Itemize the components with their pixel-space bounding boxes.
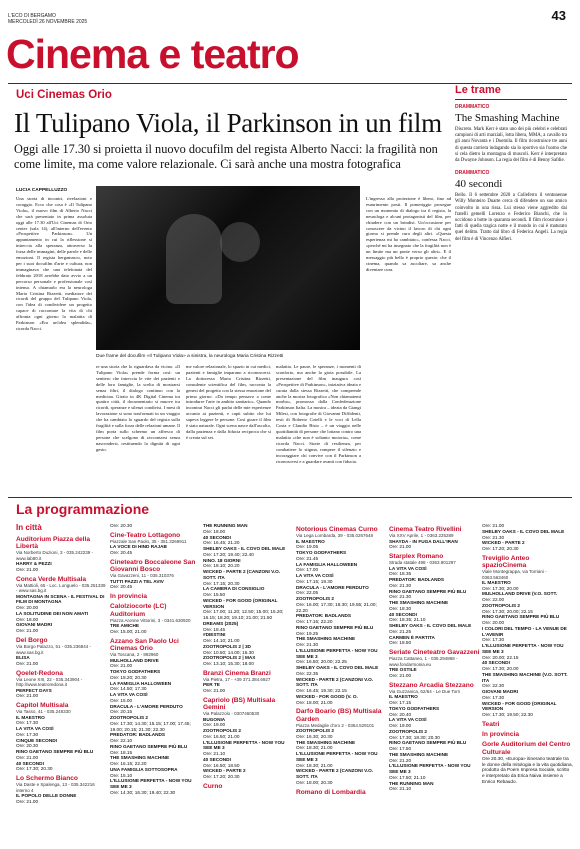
prog-showtime: Ore: 21.00 [16, 660, 39, 666]
prog-venue [482, 741, 573, 784]
prog-showtime: Ore: 21.00 [389, 544, 412, 550]
prog-film-title: ZOOTROPOLIS 2 | 3D [203, 643, 251, 649]
prog-venue-name: Notorious Cinemas Curno [296, 526, 378, 533]
prog-showtime: Ore: 13.10; 15.30; 18.00 [203, 661, 254, 666]
prog-film-title: 40 SECONDI [389, 611, 417, 617]
prog-showtime: Ore: 18.30; 21.00 [296, 745, 333, 751]
prog-film-title: I COLORI DEL TEMPO - LA VENUE DE L'AVENIR [482, 625, 567, 637]
prog-film-title: LA VITA VA COSÌ [389, 565, 427, 571]
prog-film-title: IL MAESTRO [482, 579, 511, 585]
prog-film-title: LA CAMERA DI CONSIGLIO [203, 586, 265, 592]
prog-showtime: Ore: 20.00 [16, 605, 39, 611]
prog-venue [110, 603, 201, 634]
prog-showtime: Ore: 17.15 [389, 700, 412, 706]
prog-venue-address: Via Pietra, 17 - +39 371.384.6927 [203, 676, 271, 682]
prog-showtime: Ore: 17.30; 20.30 [16, 766, 53, 772]
article-byline: LUCIA CAPPELLUZZO [16, 188, 68, 193]
article-column-3: me valore relazionale, lo spazio in cui medici, pazienti e famiglie imparano a riconoscersi. La dottoressa Maria Cristina Rizzetti, consulente scientifica del film, racconta la genesi del progetto con la stessa emozione del primo giorno: «Da tempo pensavo a come introdurre l'arte in ambito sanitario». Quando incontrai Nacci gli parlai delle mie esperienze accanto ai pazienti, e capii subito che lui sapeva leggere le persone. Così girare il film è stato naturale. Ogni scena nasce dall'ascolto, dalla pazienza e dalla fiducia reciproca che si è creata sul set. [186, 364, 271, 440]
prog-showtime: Ore: 17.20; 19.40; 22.40 [203, 551, 254, 557]
prog-venue-name: Auditorium Piazza della Libertà [16, 536, 91, 551]
prog-showtime: Ore: 17.15; 22.20 [296, 619, 333, 625]
prog-showtime: Ore: 21.30 [389, 594, 412, 600]
prog-showtime: Ore: 17.00; 11.20; 12.50; 15.00; 15.20; 16.15; 18.20; 19.10; 21.00; 21.50 [203, 609, 284, 620]
prog-showtime: Ore: 14.50; 17.30 [110, 686, 147, 692]
prog-showtime: Ore: 17.30 [482, 694, 505, 700]
prog-venue [16, 775, 107, 805]
programmazione-title: La programmazione [16, 501, 150, 517]
prog-film-title: THE SMASHING MACHINE [296, 636, 356, 642]
side-item-title: The Smashing Machine [455, 112, 560, 124]
prog-film-title: ZOOTROPOLIS 2 [389, 728, 428, 734]
prog-film-title: WICKED - FOR GOOD (ORIGINAL VERSION [482, 700, 557, 712]
prog-venue-address: Via Leone XIII, 22 - 035.343904 - http://www.teatroredona.it [16, 676, 83, 688]
prog-showtime: Ore: 16.30; 20.30 [296, 733, 333, 739]
prog-column [389, 523, 480, 845]
prog-showtime: Ore: 22.35 [296, 670, 319, 676]
prog-film-title: 40 SECONDI [203, 534, 231, 540]
side-item-title: 40 secondi [455, 178, 503, 191]
prog-showtime: Ore 20.30, «Europa» itinerario teatrale tra le donne della mitologia e la vita quotidiana, prodotto da Poem Impresa Sociale, scritto e interpretato da Erica Naiva insieme a Enrico Rebaudo. [482, 755, 573, 784]
prog-film-title: 40 SECONDI [203, 756, 231, 762]
prog-showtime: Ore: 20.45 [110, 584, 133, 590]
prog-showtime: Ore: 17.00 [296, 567, 319, 573]
prog-film-title: CARMEN È PARTITA [389, 634, 435, 640]
prog-showtime: Ore: 17.30 [16, 720, 39, 726]
prog-film-title: RINO GAETANO SEMPRE PIÙ BLU [296, 624, 374, 630]
prog-column [296, 523, 387, 845]
prog-film-title: RINO GAETANO SEMPRE PIÙ BLU [110, 743, 188, 749]
prog-film-title: SHELBY OAKS - IL COVO DEL MALE [203, 546, 286, 551]
prog-film-title: DREAMS (2025) [203, 620, 239, 626]
prog-showtime: Ore: 21.00 [16, 566, 39, 572]
prog-film-title: PER TE [203, 682, 220, 688]
prog-film-title: L'ILLUSIONE PERFETTA - NOW YOU SEE ME 3 [389, 763, 471, 775]
prog-film-title: L'ILLUSIONE PERFETTA - NOW YOU SEE ME 3 [110, 778, 192, 789]
prog-venue-address: Piazza Aronne Vittorini, 3 - 0341.630920 [110, 617, 191, 623]
prog-film-title: IL POPOLO DELLE DONNE [16, 793, 77, 799]
prog-film-title: ZOOTROPOLIS 2 | MAX [203, 655, 256, 661]
prog-film-title: LA VITA VA COSÌ [16, 726, 54, 732]
prog-film-title: LA FAMIGLIA HALLOWEEN [296, 561, 358, 567]
prog-film-title: THE SMASHING MACHINE [389, 600, 449, 606]
prog-film-title: LA VOCE DI HIND RAJAB [110, 544, 167, 550]
prog-film-title: LA VITA VA COSÌ [296, 573, 334, 579]
prog-showtime: Ore: 18.30 [389, 605, 412, 611]
prog-showtime: Ore: 20.40 [389, 711, 412, 717]
prog-venue [389, 649, 480, 679]
prog-venue [296, 708, 387, 785]
prog-venue-name: Del Borgo [16, 636, 48, 644]
prog-showtime: Ore: 20.00; 22.15 [482, 654, 519, 660]
prog-showtime: Ore: 17.30; 18.30; 20.30 [389, 734, 440, 740]
prog-film-title: WICKED - PARTE 2 [203, 768, 246, 774]
prog-showtime: Ore: 21.00 [16, 628, 39, 634]
prog-film-title: RINO GAETANO SEMPRE PIÙ BLU [389, 588, 467, 594]
prog-film-title: GIOVANI MADRI [482, 689, 519, 695]
prog-film-title: IL MAESTRO [389, 694, 418, 700]
prog-film-title: TOKYO GODFATHERS [110, 669, 161, 674]
prog-venue-address: Via Norberto Duzioni, 3 - 035.242239 - www.lab80.it [16, 550, 93, 561]
prog-film-title: TRE AMICHE [110, 623, 139, 629]
prog-showtime: Ore: 15.50 [203, 592, 226, 597]
prog-venue-address: Via Lega Lombarda, 39 - 035.0267648 [296, 533, 373, 539]
prog-film-title: GIOVANI MADRI [16, 622, 53, 628]
prog-film-title: SHELBY OAKS - IL COVO DEL MALE [482, 528, 565, 534]
prog-venue-address: Via Palazzolo - 0307460530 [203, 711, 260, 717]
prog-venue [482, 555, 573, 718]
prog-venue-name: Romano di Lombardia [296, 788, 366, 796]
prog-showtime: Ore: 16.50; 20.00; 22.25 [296, 659, 347, 665]
prog-venue-name: Cineteatro Boccaleone San Giovanni Bosco [110, 558, 196, 574]
prog-showtime: Ore: 20.00 [482, 620, 505, 626]
prog-showtime: Ore: 16.50; 21.00 [203, 733, 240, 739]
prog-venue [110, 559, 201, 590]
prog-film-title: MULHOLLAND DRIVE (V.O. SOTT. [482, 591, 558, 597]
prog-film-title: ZOOTROPOLIS 2 [296, 596, 335, 602]
prog-venue [16, 536, 107, 573]
prog-film-title: PREDATOR: BADLANDS [296, 613, 352, 619]
prog-showtime: Ore: 10.50; 14.00; 16.30 [203, 649, 254, 655]
prog-showtime: Ore: 17.30; 19.50; 22.30 [482, 712, 533, 718]
prog-film-title: LA FAMIGLIA HALLOWEEN [110, 680, 172, 686]
prog-showtime: Ore: 21.00 [203, 688, 226, 694]
prog-column [16, 523, 107, 845]
prog-showtime: Ore: 21.00 [16, 798, 39, 804]
prog-venue [482, 721, 573, 728]
article-photo [96, 186, 360, 350]
prog-showtime: Ore: 21.45 [296, 555, 319, 561]
prog-film-title: RINO GAETANO SEMPRE PIÙ BLU [482, 614, 560, 620]
prog-venue [16, 670, 107, 700]
prog-venue-name: Capitol Multisala [16, 702, 69, 710]
prog-film-title: L'ILLUSIONE PERFETTA - NOW YOU SEE ME 3 [296, 751, 378, 762]
prog-venue-name: Curno [203, 782, 223, 790]
prog-venue-name: Calolziocorte (LC) Auditorium [110, 603, 167, 618]
prog-venue-name: Cine-Teatro Lottagono [110, 531, 181, 539]
prog-film-title: UNA FAMIGLIA SOTTOSOPRA [110, 766, 178, 772]
prog-showtime: Ore: 17.50 [389, 746, 412, 752]
prog-showtime: Ore: 17.30; 20.00 [482, 585, 519, 591]
prog-showtime: Ore: 18.00; 21.00 [296, 699, 333, 705]
prog-showtime: Ore: 18.35 [389, 571, 412, 577]
prog-showtime: Ore: 18.30; 21.00 [296, 762, 333, 768]
prog-venue-address: Via Borgo Palazzo, 51 - 035.236844 - www.sas.bg.it [16, 644, 91, 655]
prog-film-title: RINO GAETANO SEMPRE PIÙ BLU [16, 749, 94, 755]
prog-venue-name: Darfo Boario (BS) Multisala Garden [296, 708, 382, 723]
prog-showtime: Ore: 17.20; 20.30 [203, 774, 240, 780]
prog-venue-name: Cinema Teatro Rivellini [389, 526, 462, 533]
prog-showtime: Ore: 19.05 [296, 544, 319, 550]
side-box-trame [455, 84, 567, 414]
prog-showtime: Ore: 17.20; 20.30 [482, 546, 519, 551]
prog-film-title: ZOOTROPOLIS 2 [110, 715, 149, 720]
prog-showtime: Ore: 16.45; 21.20 [203, 540, 240, 546]
prog-showtime: Ore: 17.30 [16, 731, 39, 737]
article-deck: Oggi alle 17.30 si proietta il nuovo docufilm del regista Alberto Nacci: la fragilità non come limite, ma come valore relazionale. Ci sarà anche una mostra fotografica [14, 142, 438, 171]
prog-film-title: SHAYDA - IN FUGA DALL'IRAN [389, 538, 458, 544]
prog-film-title: DRACULA - L'AMORE PERDUTO [296, 584, 369, 590]
prog-showtime: Ore: 21.20 [389, 757, 412, 763]
article-column-5: L'ingresso alla proiezione è libero, fino ad esaurimento posti. Il pomeriggio prosegue con un momento di dialogo tra il regista, la neurologa e alcuni protagonisti del film, per chiudere con un brindisi. Un'occasione per conoscere da vicino il lavoro di chi ogni giorno si prende cura degli altri. «Questa esperienza mi ha cambiato», confessa Nacci, «perché mi ha insegnato che la fragilità non è un limite ma un ponte verso gli altri». E il messaggio più bello è proprio questo: che il cinema, quando sa ascoltare, sa anche diventare cura. [366, 196, 451, 272]
prog-showtime: Ore: 18.35; 21.10 [389, 617, 426, 623]
prog-venue-address: Via Mattioli, 65 - Loc. Longuelo - 035.251339 - www.sas.bg.it [16, 582, 106, 594]
prog-venue-name: In provincia [482, 731, 520, 739]
prog-film-title: THE SMASHING MACHINE [296, 739, 356, 745]
prog-showtime: Ore: 17.30; 20.00; 22.15 [482, 608, 533, 614]
article-kicker: Uci Cinemas Orio [16, 89, 112, 101]
prog-venue-name: Gorle Auditorium del Centro Culturale [482, 741, 571, 756]
photo-figure [166, 214, 222, 304]
prog-film-title: LA VITA VA COSÌ [389, 717, 427, 723]
prog-venue [203, 670, 294, 694]
prog-showtime: Ore: 18.50 [389, 640, 412, 646]
prog-venue [110, 593, 201, 600]
prog-venue-address: Via Guzzanica, 62/64 - Le Due Torri [389, 688, 461, 694]
prog-venue-name: Seriate Cineteatro Gavazzeni [389, 649, 480, 657]
side-item-genre: DRAMMATICO [455, 170, 490, 177]
prog-film-title: ZOOTROPOLIS 2 [482, 602, 521, 608]
prog-film-title: LA SOLITUDINE DEI NON AMATI [16, 610, 89, 616]
prog-showtime: Ore: 21.30 [389, 582, 412, 588]
side-item [455, 170, 567, 243]
prog-film-title: RINO GAETANO SEMPRE PIÙ BLU [389, 740, 467, 746]
prog-film-title: WICKED - PARTE 2 (CANZONI V.O. SOTT. ITA [203, 569, 281, 580]
article-column-4: malattia. Le paure, le speranze, i momenti di sconforto, ma anche la gioia possibile. La presentazione del film inaugura così «Prospettive di Parkinson», iniziativa ideata e curata dalla stessa Rizzetti, che comprende anche la mostra fotografica «Non chiamatemi morbo», promossa dalla Confederazione Parkinson Italia. La mostra – ideata da Giangi Milesi, con fotografie di Giovanni Diffidenti, testi di Roberto Cotelli e le voci di Lella Costa e Claudio Bisio – è un viaggio nelle quotidianità di persone che lottano contro una malattia «che non è soltanto motoria», come ricorda Nacci. Storie di resilienza, per combattere lo stigma, rompere il silenzio e incoraggiare chi convive con il Parkinson a riconoscersi e a guardare avanti con fiducia. [276, 364, 361, 464]
prog-showtime: Ore: 21.30 [296, 642, 319, 648]
prog-film-title: WICKED - FOR GOOD (ORIGINAL VERSION [203, 597, 278, 609]
prog-film-title: PERFECT DAYS [16, 687, 52, 693]
prog-venue [482, 731, 573, 738]
prog-venue [389, 526, 480, 550]
article-column-2: re una storia che lo riguardava da vicino. «Il Tulipano Viola» prende forma così: un sentiero che intreccia le vite dei pazienti e delle loro famiglie, la scelta di mostrarsi senza filtri, il dialogo continuo con la medicina. Girato in 4K Digital Cinema tra quattro città, il documentario si muove tra ricordi, speranze e silenzi condivisi. I mesi di lavorazione si sono trasformati in un viaggio che ha cambiato lo sguardo del regista sulla fragilità e sulla forza delle relazioni umane. Il film porta sullo schermo un affresco di persone che scelgono di raccontarsi senza nascondersi, restituendo la dignità di ogni gesto. [96, 364, 180, 452]
prog-venue [16, 576, 107, 634]
prog-venue [110, 638, 201, 796]
prog-showtime: Ore: 14.10; 21.00 [203, 638, 240, 643]
prog-column [110, 523, 201, 845]
prog-film-title: THE SMASHING MACHINE [110, 755, 170, 761]
prog-showtime: Ore: 22.10 [110, 738, 133, 743]
prog-venue-name: Qoelet-Redona [16, 669, 63, 677]
prog-film-title: MULHOLLAND DRIVE [110, 657, 159, 663]
prog-showtime: Ore: 18.00 [203, 528, 226, 534]
prog-venue-name: In provincia [110, 593, 148, 601]
article-column-1: Una storia di incontri, rivelazioni e coraggio. Ecco che cosa è «Il Tulipano Viola», il nuovo film di Alberto Nacci che sarà presentato in prima assoluta oggi alle 17.30 all'Uci Cinemas di Orio center (sala 14), all'interno dell'evento «Prospettive Parkinson». Un appuntamento in cui la riflessione si intreccia alla speranza, attraverso la forza delle immagini, delle parole e delle emozioni. Il regista bergamasco, noto per i suoi docufilm d'arte e cultura, non immaginava che una telefonata del febbraio 2018 avrebbe dato avvio a un percorso personale e professionale così intenso. A chiamarlo era la neurologa Maria Cristina Rizzetti, mediatore dei ricordi del gruppo del Tulipano Viola, con l'idea di condividere un progetto capace di raccontare la vita di chi affronta ogni giorno la malattia di Parkinson «Era un'idea splendida», ricorda Nacci. [16, 196, 92, 331]
photo-figure [220, 222, 260, 262]
divider [8, 497, 572, 498]
prog-showtime: Ore: 17.15; 20.30 [203, 580, 240, 586]
prog-venue [16, 702, 107, 772]
prog-film-title: HARRY & PEZZI [16, 561, 52, 567]
prog-film-title: L'ILLUSIONE PERFETTA - NOW YOU SEE ME 3 [482, 643, 564, 654]
prog-film-title: TOKYO GODFATHERS [389, 705, 440, 711]
prog-film-title: TRE OSTILE [389, 667, 417, 673]
prog-showtime: Ore: 17.15; 19.30 [296, 578, 333, 584]
prog-showtime: Ore: 17.30; 14.30; 15.15; 17.00; 17.45; 19.00; 20.15; 21.30; 22.30 [110, 720, 191, 732]
section-title: Cinema e teatro [6, 31, 299, 77]
prog-film-title: NINO. 18 GIORNI [203, 557, 241, 563]
prog-film-title: 40 SECONDI [482, 660, 510, 666]
paper-name: L'ECO DI BERGAMO [8, 13, 56, 19]
prog-showtime: Ore: 20.30 [16, 743, 39, 749]
side-item-body: Discreto. Mark Kerr è stato uno dei più celebri e celebrati campioni di arti marziali, lotta libera, MMA, a cavallo tra gli anni Novanta e i Duemila. Il film ricostruisce tre anni di questa carriera indagando sia lo sportivo sia l'uomo che si cela dietro la montagna di muscoli. Kerr è interpretato da Dwayne Johnson. La regia del film è di Benny Safdie. [455, 127, 567, 164]
prog-film-title: L'ILLUSIONE PERFETTA - NOW YOU SEE ME 3 [203, 739, 285, 751]
prog-film-title: ZOOTROPOLIS 2 [296, 728, 335, 734]
prog-showtime: Ore: 15.00; 21.00 [110, 628, 147, 634]
prog-film-title: IL MAESTRO [16, 714, 45, 720]
prog-venue-address: Piazza Cattaneo, 1 - 035.294868 - www.fondarmonia.eu [389, 656, 458, 667]
prog-showtime: Ore: 21.10 [203, 751, 226, 757]
prog-showtime: Ore: 21.00 [16, 693, 39, 699]
prog-film-title: WICKED - PARTE 2 (CANZONI V.O. SOTT. ITA [296, 768, 374, 780]
prog-venue-name: Lo Schermo Bianco [16, 775, 78, 783]
side-item-body: Bello. Il 6 settembre 2020 a Colleferro il ventunenne Willy Monteiro Duarte cerca di difendere un suo amico coinvolto in una rissa. Lui stesso viene aggredito dai fratelli gemelli Lorenzo e Federico Bianchi, che lo uccidono a botte in quaranta secondi. Il film ricostruisce i fatti di quella tragica notte e il mondo in cui è maturato quel delitto. Tratto dal libro di Federica Angeli. La regia del film è di Vincenzo Alfieri. [455, 193, 567, 242]
prog-venue-name: Capriolo (BS) Multisala Gemini [203, 696, 276, 712]
prog-showtime: Ore: 14.30; 16.30; 19.40; 22.30 [110, 789, 176, 795]
prog-showtime: Ore: 21.00 [110, 663, 133, 669]
prog-showtime: Ore: 19.00 [203, 722, 226, 728]
prog-venue [203, 523, 294, 667]
side-title: Le trame [455, 84, 567, 100]
prog-venue-address: Via Gavazzeni, 11 - 035.310376 [110, 573, 174, 579]
prog-venue-address: Piazza Medaglie d'oro 2 - 0364.529101 [296, 722, 375, 728]
prog-venue-name: Stezzano Arcadia Stezzano [389, 681, 474, 689]
prog-showtime: Ore: 19.25 [296, 630, 319, 636]
prog-showtime: Ore: 15.00 [110, 697, 133, 703]
side-item [455, 104, 567, 164]
prog-showtime: Ore: 17.50; 21.10 [389, 774, 426, 780]
prog-showtime: Ore: 16.15; 22.20 [110, 761, 147, 766]
header-paper [8, 13, 87, 25]
prog-showtime: Ore: 20.45 [110, 550, 133, 556]
prog-film-title: DRACULA - L'AMORE PERDUTO [110, 703, 183, 709]
prog-venue [203, 783, 294, 790]
prog-film-title: SHELBY OAKS - IL COVO DEL MALE [389, 623, 472, 629]
prog-showtime: Ore: 20.15 [110, 709, 133, 715]
prog-showtime: Ore: 22.00 [482, 597, 505, 603]
prog-showtime: Ore: 21.00 [16, 754, 39, 760]
prog-film-title: PREDATOR: BADLANDS [110, 732, 166, 738]
prog-film-title: L'ILLUSIONE PERFETTA - NOW YOU SEE ME 3 [296, 647, 378, 659]
prog-venue-name: Treviglio Anteo spazioCinema [482, 554, 530, 569]
prog-venue-address: Strada statale 498 - 0363.901297 [389, 560, 456, 566]
prog-film-title: LA VITA VA COSÌ [110, 692, 148, 697]
prog-venue [389, 682, 480, 792]
prog-venue [110, 523, 201, 529]
prog-venue [296, 526, 387, 705]
prog-film-title: BUGONIA [203, 716, 226, 722]
prog-showtime: Ore: 18.45 [203, 626, 226, 632]
prog-venue [203, 697, 294, 780]
prog-venue-name: Branzi Cinema Branzi [203, 669, 271, 677]
prog-venue-name: Starplex Romano [389, 553, 444, 561]
prog-showtime: Ore: 21.00 [482, 523, 505, 528]
prog-column [482, 523, 573, 845]
prog-film-title: THE SMASHING MACHINE (V.O. SOTT. ITA [482, 671, 568, 683]
prog-venue-address: Via Daste e Spalenga, 13 - 035.342216 interno 4 [16, 782, 95, 793]
prog-film-title: TOKYO GODFATHERS [296, 550, 347, 556]
prog-film-title: THE SMASHING MACHINE [389, 751, 449, 757]
prog-film-title: ELISA [16, 655, 30, 660]
prog-showtime: Ore: 20.30 [110, 523, 133, 528]
prog-showtime: Ore: 16.45; 19.30; 22.15 [296, 688, 347, 694]
article-headline: Il Tulipano Viola, il Parkinson in un film [14, 108, 442, 138]
prog-showtime: Ore: 18.10; 20.20 [203, 563, 240, 569]
prog-film-title: ZOOTROPOLIS 2 [203, 728, 242, 734]
prog-venue-address: Viale Montegrappa, via Torriani - 0363.563460 [482, 569, 547, 580]
prog-film-title: WICKED - PARTE 2 [482, 540, 525, 546]
prog-venue-address: Via XXV Aprile, 1 - 0363.225289 [389, 533, 454, 539]
prog-showtime: Ore: 16.50; 18.50 [203, 762, 240, 768]
prog-film-title: 40 SECONDI [16, 760, 44, 766]
prog-showtime: Ore: 18.15 [110, 749, 133, 755]
prog-showtime: Ore: 17.30 [482, 637, 505, 643]
prog-venue [296, 789, 387, 796]
prog-section-title: In città [16, 523, 42, 532]
prog-film-title: WICKED - FOR GOOD (V. O. [296, 693, 358, 699]
prog-showtime: Ore: 18.20; 20.30 [110, 674, 147, 680]
prog-venue-name: Teatri [482, 720, 500, 728]
prog-showtime: Ore: 18.00 [16, 616, 39, 622]
paper-date: MERCOLEDÌ 26 NOVEMBRE 2025 [8, 19, 88, 25]
prog-showtime: Ore: 21.25 [389, 628, 412, 634]
prog-venue-name: Conca Verde Multisala [16, 575, 86, 583]
side-item-genre: DRAMMATICO [455, 104, 490, 110]
prog-showtime: Ore: 22.05 [296, 590, 319, 596]
prog-film-title: MONTAGNA IN SCENA - IL FESTIVAL DI FILM DI MONTAGNA [16, 593, 105, 605]
prog-venue-address: Piazzale San Paolo, 35 - 351.3269911 [110, 538, 187, 544]
prog-film-title: THE RUNNING MAN [203, 523, 248, 528]
prog-venue [389, 553, 480, 646]
prog-venue-address: Via Toscana, 2 - 892960 [110, 652, 159, 658]
prog-venue [110, 532, 201, 556]
page-number: 43 [551, 8, 566, 23]
prog-showtime: Ore: 15.10 [110, 772, 133, 778]
prog-showtime: Ore: 19.00 [389, 723, 412, 729]
prog-showtime: Ore: 18.00; 20.30 [296, 779, 333, 785]
prog-venue [16, 637, 107, 667]
prog-showtime: Ore: 22.30 [482, 683, 505, 689]
prog-showtime: Ore: 21.10 [389, 786, 412, 792]
prog-column [203, 523, 294, 845]
prog-showtime: Ore: 21.30 [482, 534, 505, 540]
prog-showtime: Ore: 17.30; 20.00 [482, 666, 519, 672]
prog-film-title: THE RUNNING MAN [389, 780, 434, 786]
prog-film-title: #DIESTINI [203, 632, 226, 638]
prog-film-title: CINQUE SECONDI [16, 737, 57, 743]
prog-venue-address: Via Tasso, 41 - 035.248330 [16, 709, 71, 715]
prog-showtime: Ore: 21.00 [389, 672, 412, 678]
prog-venue-name: Azzano San Paolo Uci Cinemas Orio [110, 637, 179, 652]
prog-film-title: TUTTI PAZZI A TEL AVIV [110, 578, 164, 584]
photo-caption: Due frame del docufilm «Il Tulipano Viola» a sinistra, la neurologa Maria Cristina Rizzetti [96, 354, 284, 359]
prog-film-title: WICKED - PARTE 2 (CANZONI V.O. SOTT. ITA [296, 676, 374, 688]
prog-film-title: PREDATOR: BADLANDS [389, 577, 445, 583]
prog-showtime: Ore: 16.00; 17.30; 18.30; 19.55; 21.00; 22.20 [296, 601, 377, 613]
prog-film-title: SHELBY OAKS - IL COVO DEL MALE [296, 665, 379, 671]
prog-film-title: IL MAESTRO [296, 538, 325, 544]
prog-venue [482, 523, 573, 552]
